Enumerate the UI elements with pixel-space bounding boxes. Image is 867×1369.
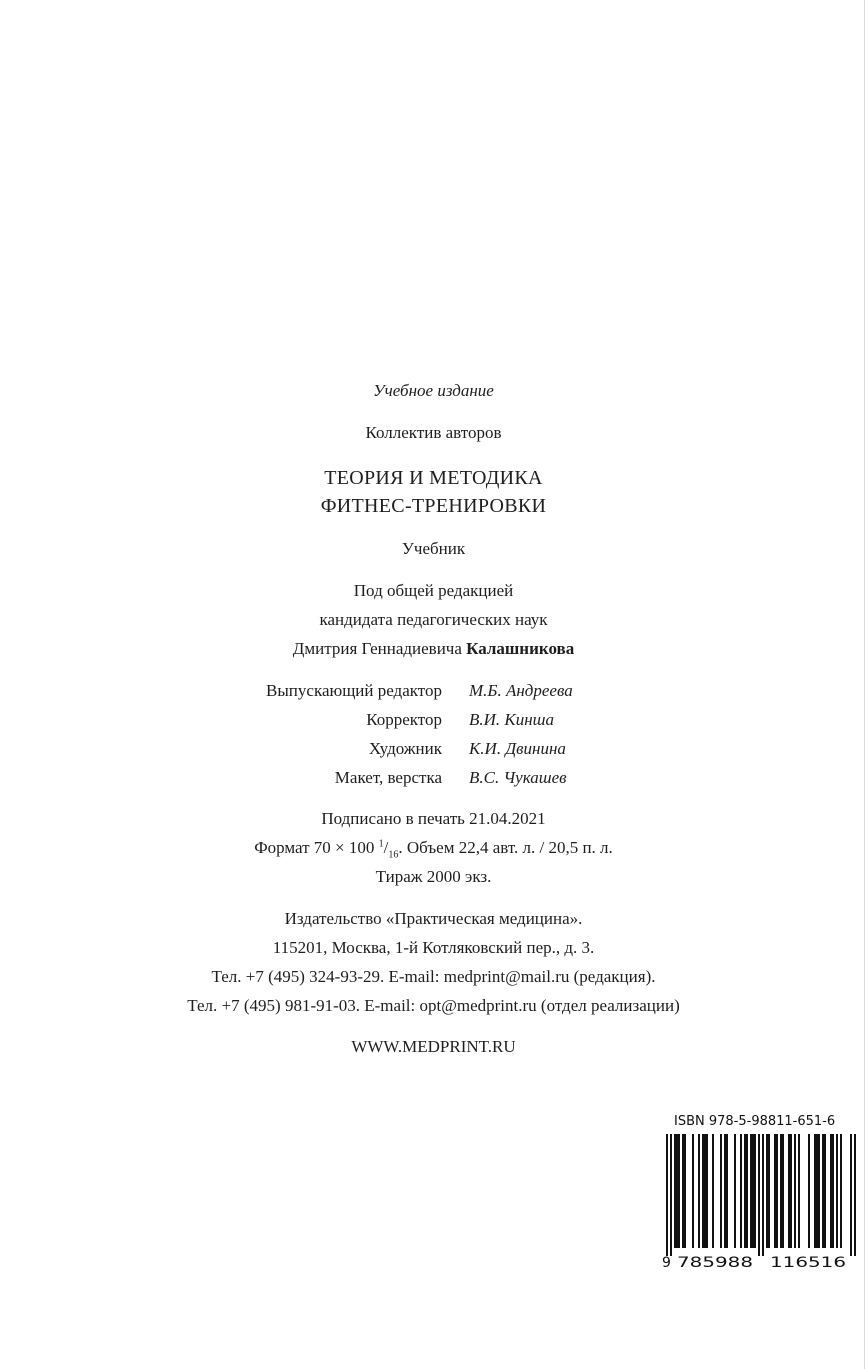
format-denominator: 16 xyxy=(388,849,399,861)
edition-type: Учебное издание xyxy=(373,381,494,400)
barcode-bar xyxy=(788,1134,790,1248)
barcode-bar xyxy=(832,1134,834,1248)
genre-block xyxy=(0,534,867,563)
title-line-1: ТЕОРИЯ И МЕТОДИКА xyxy=(324,467,543,489)
authors-block xyxy=(0,418,867,447)
editorship-line-2: кандидата педагогических наук xyxy=(319,610,548,629)
print-info-block xyxy=(0,804,867,891)
barcode-bar xyxy=(754,1134,756,1248)
isbn-number: ISBN 978-5-98811-651-6 xyxy=(674,1114,836,1129)
credit-name: В.И. Кинша xyxy=(469,710,554,729)
barcode-bar xyxy=(698,1134,700,1248)
barcode-bar xyxy=(768,1134,770,1248)
credit-role: Макет, верстка xyxy=(334,768,442,787)
ean-left-digits: 785988 xyxy=(677,1255,753,1271)
barcode-bar xyxy=(798,1134,800,1248)
barcode-bar xyxy=(684,1134,686,1248)
barcode-bar xyxy=(674,1134,676,1248)
barcode-bar xyxy=(734,1134,736,1248)
barcode-bar xyxy=(682,1134,684,1248)
barcode-bar xyxy=(666,1134,668,1256)
credit-row xyxy=(0,676,867,705)
barcode-bar xyxy=(702,1134,704,1248)
signed-to-print: Подписано в печать 21.04.2021 xyxy=(321,809,546,828)
barcode-bar xyxy=(782,1134,784,1248)
format-line xyxy=(0,833,867,862)
format-suffix: . Объем 22,4 авт. л. / 20,5 п. л. xyxy=(398,838,613,857)
barcode-bar xyxy=(840,1134,842,1248)
barcode-bar xyxy=(816,1134,818,1248)
format-prefix: Формат 70 × 100 xyxy=(254,838,379,857)
credit-name: К.И. Двинина xyxy=(469,739,566,758)
barcode-bar xyxy=(790,1134,792,1248)
barcode-bar xyxy=(720,1134,722,1248)
barcode-bar xyxy=(818,1134,820,1248)
barcode-bar xyxy=(712,1134,714,1248)
barcode-bar xyxy=(678,1134,680,1248)
editorship-line-1: Под общей редакцией xyxy=(353,581,514,600)
barcode-bars xyxy=(662,1132,858,1272)
barcode-bar xyxy=(744,1134,746,1248)
ean-first-digit: 9 xyxy=(662,1255,671,1271)
edition-block xyxy=(0,376,867,405)
publisher-block xyxy=(0,904,867,1020)
editorship-block xyxy=(0,576,867,663)
barcode-bar xyxy=(726,1134,728,1248)
phone-editorial: Тел. +7 (495) 324-93-29. E-mail: medprint@mail.ru (редакция). xyxy=(211,967,656,986)
circulation: Тираж 2000 экз. xyxy=(375,867,492,886)
barcode-bar xyxy=(692,1134,694,1248)
barcode-bar xyxy=(676,1134,678,1248)
barcode-bar xyxy=(836,1134,838,1248)
authors: Коллектив авторов xyxy=(365,423,502,442)
barcode-bar xyxy=(776,1134,778,1248)
barcode-bar xyxy=(758,1134,760,1256)
isbn-barcode xyxy=(662,1112,858,1272)
barcode-bar xyxy=(762,1134,764,1256)
format-slash: / xyxy=(383,838,389,857)
barcode-bar xyxy=(670,1134,672,1256)
barcode-bar xyxy=(704,1134,706,1248)
credit-role: Корректор xyxy=(366,710,442,729)
barcode-bar xyxy=(706,1134,708,1248)
barcode-bar xyxy=(794,1134,796,1248)
barcode-bar xyxy=(850,1134,852,1256)
barcode-bar xyxy=(824,1134,826,1248)
barcode-bar xyxy=(854,1134,856,1256)
title-line-2: ФИТНЕС-ТРЕНИРОВКИ xyxy=(320,495,547,517)
barcode-bar xyxy=(830,1134,832,1248)
editor-name-prefix: Дмитрия Геннадиевича xyxy=(292,639,462,658)
book-title xyxy=(0,464,867,520)
credit-name: В.С. Чукашев xyxy=(469,768,567,787)
phone-sales: Тел. +7 (495) 981-91-03. E-mail: opt@medprint.ru (отдел реализации) xyxy=(187,996,680,1015)
editor-surname: Калашникова xyxy=(466,639,575,658)
publisher-address: 115201, Москва, 1-й Котляковский пер., д. 3. xyxy=(272,938,595,957)
format-numerator: 1 xyxy=(378,838,384,850)
barcode-bar xyxy=(746,1134,748,1248)
credit-row xyxy=(0,763,867,792)
credit-role: Выпускающий редактор xyxy=(266,681,442,700)
barcode-bar xyxy=(822,1134,824,1248)
credit-name: М.Б. Андреева xyxy=(469,681,573,700)
barcode-bar xyxy=(740,1134,742,1248)
barcode-bar xyxy=(774,1134,776,1248)
credit-row xyxy=(0,705,867,734)
barcode-bar xyxy=(724,1134,726,1248)
credit-row xyxy=(0,734,867,763)
genre: Учебник xyxy=(401,539,466,558)
credits-list xyxy=(0,676,867,792)
barcode-bar xyxy=(814,1134,816,1248)
barcode-bar xyxy=(808,1134,810,1248)
editorship-line-3 xyxy=(0,634,867,663)
website: WWW.MEDPRINT.RU xyxy=(351,1037,516,1056)
website-block xyxy=(0,1032,867,1061)
credit-role: Художник xyxy=(368,739,442,758)
barcode-bar xyxy=(750,1134,752,1248)
barcode-bar xyxy=(752,1134,754,1248)
barcode-bar xyxy=(780,1134,782,1248)
barcode-bar xyxy=(766,1134,768,1248)
publisher-name: Издательство «Практическая медицина». xyxy=(284,909,583,928)
ean-right-digits: 116516 xyxy=(770,1255,847,1271)
